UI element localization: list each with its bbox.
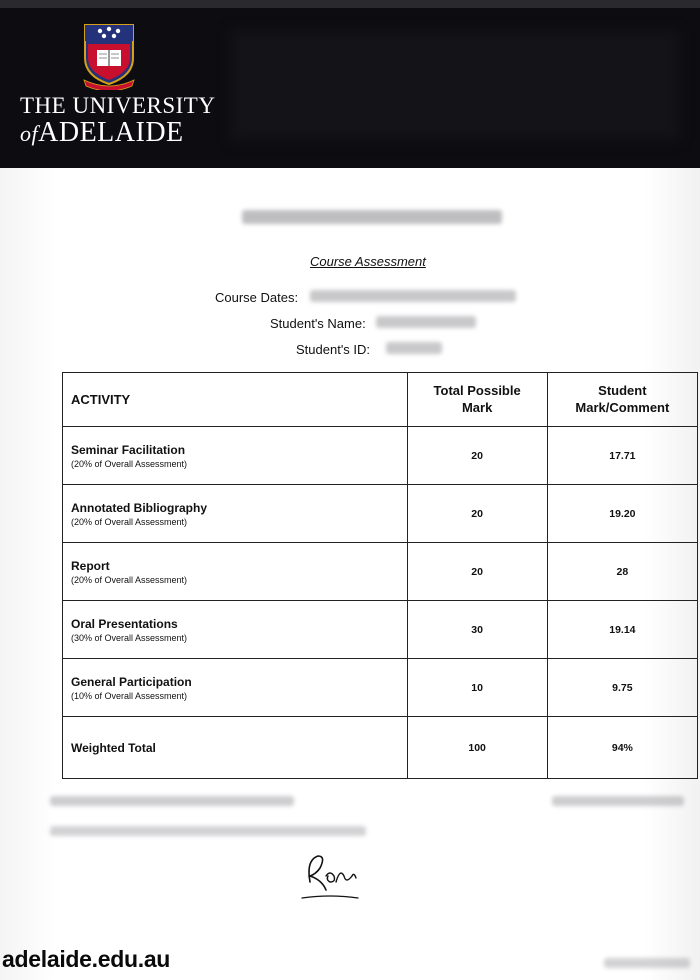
possible-mark: 10 — [407, 659, 547, 717]
activity-name: Oral Presentations — [71, 616, 178, 631]
university-wordmark — [20, 94, 215, 147]
header-total-possible-line1: Total Possible — [433, 383, 521, 399]
university-crest-icon — [80, 22, 138, 90]
activity-name: Annotated Bibliography — [71, 500, 207, 515]
footer-url: adelaide.edu.au — [2, 946, 171, 972]
weighted-total-mark: 94% — [547, 717, 697, 779]
redacted-student-name — [376, 316, 476, 328]
university-line1: THE UNIVERSITY — [20, 93, 216, 118]
table-header-row — [63, 373, 698, 427]
student-mark: 28 — [547, 543, 697, 601]
activity-weight: (10% of Overall Assessment) — [71, 690, 188, 701]
activity-cell — [63, 543, 408, 601]
header-activity: ACTIVITY — [63, 373, 408, 427]
university-adelaide: ADELAIDE — [38, 117, 184, 148]
redacted-course-dates — [310, 290, 516, 302]
university-line2 — [20, 119, 215, 147]
course-assessment-heading: Course Assessment — [310, 254, 426, 269]
table-row — [63, 543, 698, 601]
assessment-table — [62, 372, 698, 779]
activity-cell — [63, 601, 408, 659]
activity-cell — [63, 485, 408, 543]
activity-name: General Participation — [71, 674, 192, 689]
table-row — [63, 601, 698, 659]
activity-weight: (20% of Overall Assessment) — [71, 516, 188, 527]
activity-cell — [63, 427, 408, 485]
table-total-row — [63, 717, 698, 779]
university-of: of — [20, 121, 39, 146]
student-mark: 9.75 — [547, 659, 697, 717]
header-top-strip — [0, 0, 700, 8]
student-mark: 19.14 — [547, 601, 697, 659]
course-dates-label: Course Dates: — [215, 290, 299, 305]
activity-cell — [63, 659, 408, 717]
header-total-possible-line2: Mark — [461, 399, 493, 415]
student-id-label: Student's ID: — [296, 342, 371, 357]
student-mark: 19.20 — [547, 485, 697, 543]
header-student-line1: Student — [598, 383, 647, 399]
activity-weight: (20% of Overall Assessment) — [71, 458, 188, 469]
redacted-footer-right — [604, 958, 690, 968]
possible-mark: 20 — [407, 485, 547, 543]
weighted-total-possible: 100 — [407, 717, 547, 779]
activity-weight: (30% of Overall Assessment) — [71, 632, 188, 643]
activity-name: Seminar Facilitation — [71, 442, 186, 457]
student-mark: 17.71 — [547, 427, 697, 485]
table-row — [63, 485, 698, 543]
header-student-line2: Mark/Comment — [575, 399, 670, 415]
table-row — [63, 659, 698, 717]
header-student-mark — [547, 373, 697, 427]
header-total-possible — [407, 373, 547, 427]
redacted-date — [552, 796, 684, 806]
activity-weight: (20% of Overall Assessment) — [71, 574, 188, 585]
possible-mark: 20 — [407, 543, 547, 601]
possible-mark: 30 — [407, 601, 547, 659]
redacted-student-id — [386, 342, 442, 354]
weighted-total-label: Weighted Total — [63, 717, 408, 779]
possible-mark: 20 — [407, 427, 547, 485]
university-header — [0, 0, 700, 168]
redacted-course-title — [242, 210, 502, 224]
redacted-role-line — [50, 826, 366, 836]
table-row — [63, 427, 698, 485]
student-name-label: Student's Name: — [270, 316, 366, 331]
signature-icon — [296, 846, 364, 904]
redacted-header-area — [230, 30, 680, 140]
activity-name: Report — [71, 558, 110, 573]
redacted-assessor-line — [50, 796, 294, 806]
